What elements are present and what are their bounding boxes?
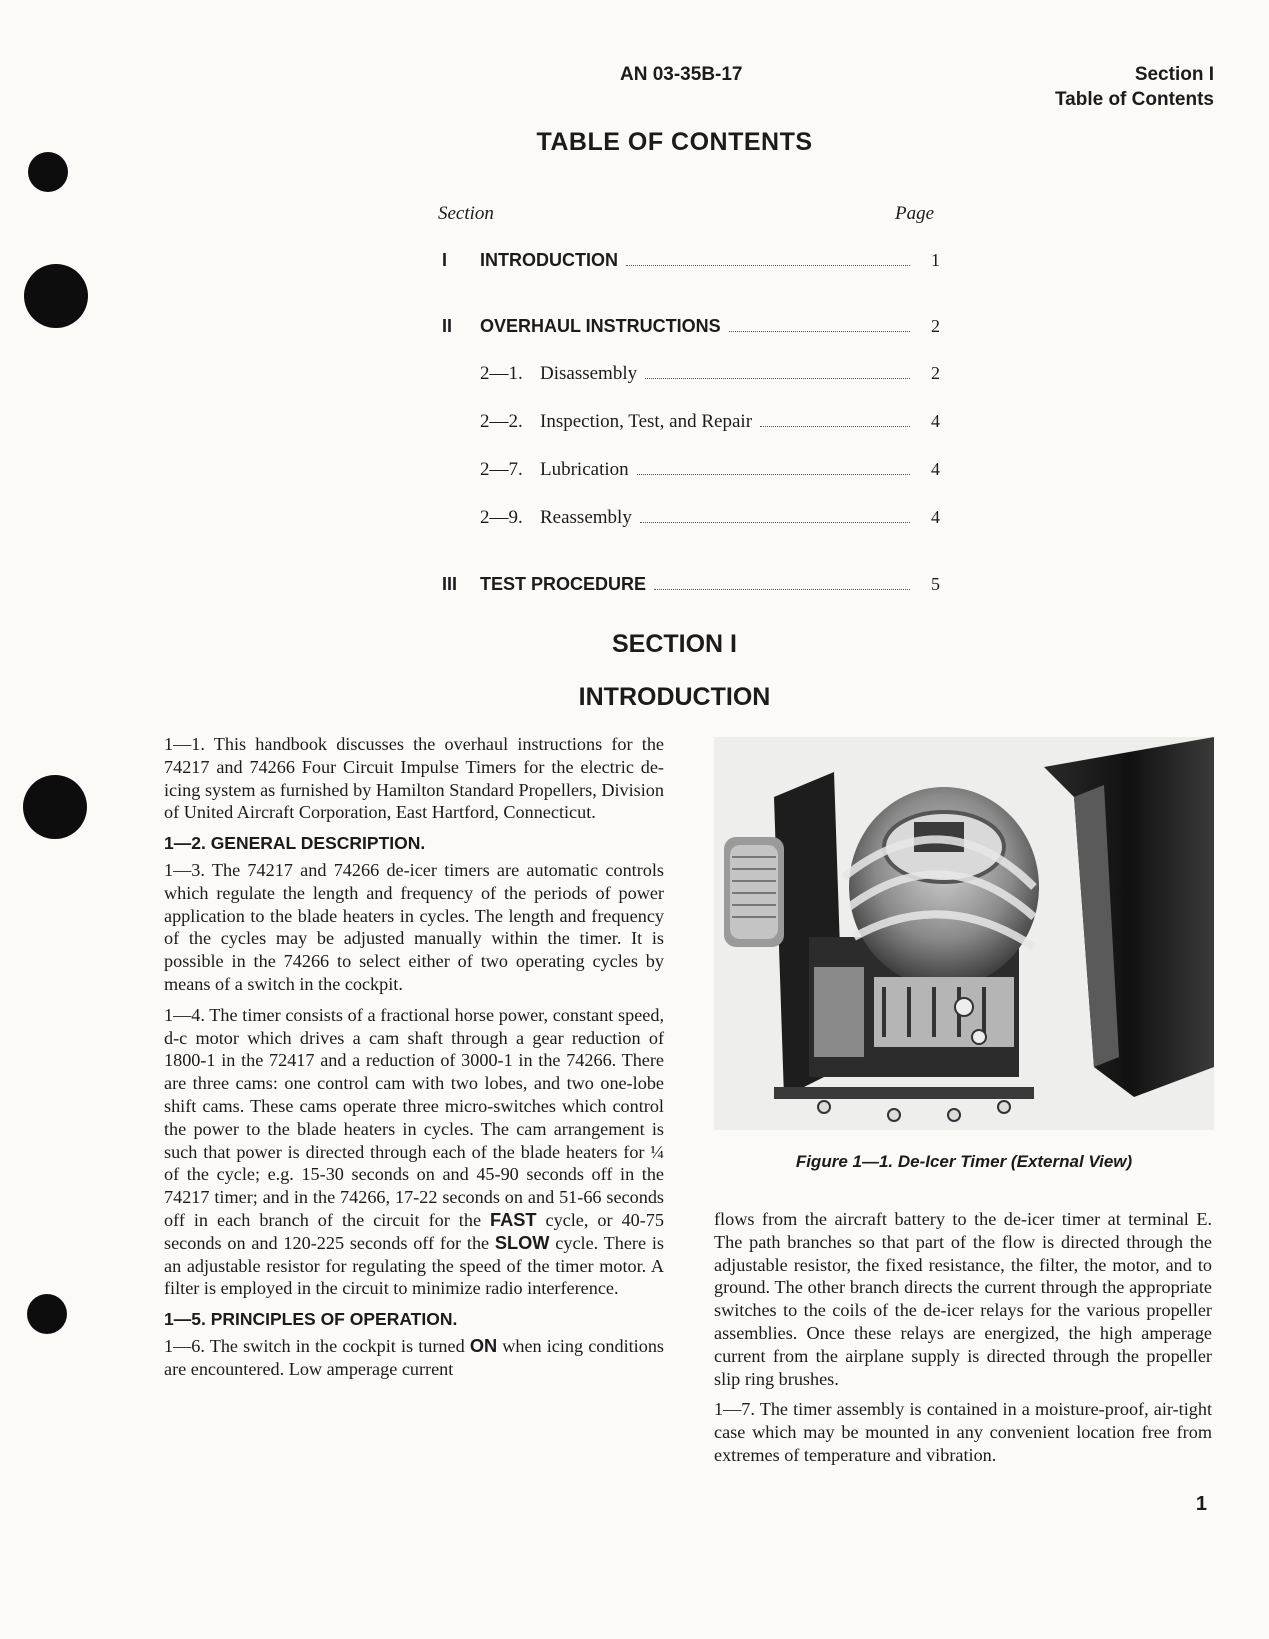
binder-hole-3 [23, 775, 87, 839]
de-icer-timer-illustration [714, 737, 1214, 1130]
toc-entry[interactable] [430, 411, 940, 439]
slow-keyword: SLOW [494, 1232, 550, 1253]
fast-keyword: FAST [490, 1209, 537, 1230]
leader-dots [637, 474, 910, 475]
toc-entry-page: 2 [931, 363, 940, 383]
left-text-column [164, 733, 664, 1381]
toc-entry-number: II [442, 316, 453, 336]
section-title: SECTION I [611, 630, 737, 658]
toc-title: TABLE OF CONTENTS [536, 128, 813, 156]
toc-entry[interactable] [430, 363, 940, 391]
binder-hole-4 [27, 1294, 67, 1334]
toc-entry-number: 2—2. [480, 411, 523, 432]
paragraph-text: cycle. There is an adjustable resistor for regulating the speed of the timer motor. A filter is employed in the circuit to minimize radio interference. [164, 1232, 664, 1299]
paragraph-text: of the cycle; e.g. 15-30 seconds on and 45-90 seconds off in the 74217 timer; and in the 74266, 17-22 seconds on and 51-66 seconds off in each branch of the circuit for the [164, 1164, 664, 1230]
toc-entry-number: 2—9. [480, 507, 523, 528]
leader-dots [654, 589, 910, 590]
running-header-contents: Table of Contents [1054, 89, 1214, 110]
toc-entry-label: Inspection, Test, and Repair [540, 411, 753, 432]
paragraph-1-7: 1—7. The timer assembly is contained in a moisture-proof, air-tight case which may be mounted in any convenient location free from extremes of temperature and vibration. [714, 1399, 1212, 1465]
binder-hole-1 [28, 152, 68, 192]
toc-entry-page: 4 [931, 411, 940, 431]
toc-column-section: Section [438, 203, 494, 224]
right-text-column [714, 1208, 1212, 1467]
toc-entry-label: INTRODUCTION [480, 250, 618, 270]
toc-entry[interactable] [430, 574, 940, 602]
toc-entry-number: III [442, 574, 458, 594]
toc-column-page: Page [895, 203, 935, 224]
toc-entry[interactable] [430, 507, 940, 535]
on-keyword: ON [469, 1335, 498, 1356]
toc-entry-page: 4 [931, 459, 940, 479]
leader-dots [626, 265, 910, 266]
toc-entry-page: 4 [931, 507, 940, 527]
paragraph-1-4 [164, 1004, 664, 1300]
toc-entry[interactable] [430, 250, 940, 278]
paragraph-text: cycle, or 40-75 seconds on and 120-225 seconds off for the [164, 1209, 664, 1253]
toc-entry-label: Lubrication [540, 459, 629, 480]
toc-entry-label: OVERHAUL INSTRUCTIONS [480, 316, 721, 336]
paragraph-text: 1—4. The timer consists of a fractional horse power, constant speed, d-c motor which drives a cam shaft through a gear reduction of 1800-1 in the 72417 and a reduction of 3000-1 in the 74266. There are three cams: one control cam with two lobes, and two one-lobe shift cams. These cams operate three micro-switches which control the power to the blade heaters in cycles. The cam arrangement is such that power is directed through each of the blade heaters for [164, 1004, 664, 1162]
leader-dots [640, 522, 910, 523]
figure-de-icer-timer-photo [714, 737, 1214, 1130]
toc-entry-number: 2—1. [480, 363, 523, 384]
paragraph-1-3: 1—3. The 74217 and 74266 de-icer timers are automatic controls which regulate the length and frequency of the periods of power application to the blade heaters in cycles. The length and frequency of the cycles may be adjusted manually within the timer. It is possible in the 74266 to select either of two operating cycles by means of a switch in the cockpit. [164, 859, 664, 994]
fraction-quarter: ¼ [650, 1141, 664, 1162]
paragraph-1-6-start [164, 1335, 664, 1381]
heading-principles-of-operation: 1—5. PRINCIPLES OF OPERATION. [164, 1309, 458, 1330]
toc-entry-number: I [442, 250, 448, 270]
toc-entry[interactable] [430, 316, 940, 344]
paragraph-1-6-continued: flows from the aircraft battery to the de-icer timer at terminal E. The path branches so that part of the flow is directed through the adjustable resistor, the fixed resistance, the filter, the motor, and to ground. The other branch directs the current through the appropriate switches to the coils of the de-icer relays for the various propeller assemblies. Once these relays are energized, the high amperage current from the airplane supply is directed through the propeller slip ring brushes. [714, 1209, 1212, 1389]
binder-hole-2 [24, 264, 88, 328]
paragraph-text: 1—6. The switch in the cockpit is turned [164, 1335, 465, 1356]
toc-entry-label: Reassembly [540, 507, 632, 528]
toc-entry-label: Disassembly [540, 363, 638, 384]
toc-entry[interactable] [430, 459, 940, 487]
toc-entry-number: 2—7. [480, 459, 523, 480]
toc-entry-page: 2 [931, 316, 940, 336]
leader-dots [645, 378, 910, 379]
page-number: 1 [1195, 1493, 1207, 1515]
document-code: AN 03-35B-17 [620, 64, 743, 85]
section-subtitle: INTRODUCTION [578, 683, 771, 711]
leader-dots [760, 426, 910, 427]
running-header-section: Section I [1134, 64, 1214, 85]
toc-entry-label: TEST PROCEDURE [480, 574, 647, 594]
paragraph-1-1: 1—1. This handbook discusses the overhaul instructions for the 74217 and 74266 Four Circuit Impulse Timers for the electric de-icing system as furnished by Hamilton Standard Propellers, Division of United Aircraft Corporation, East Hartford, Connecticut. [164, 734, 664, 823]
toc-entry-page: 5 [931, 574, 940, 594]
leader-dots [729, 331, 910, 332]
figure-caption: Figure 1—1. De-Icer Timer (External View) [795, 1152, 1133, 1171]
toc-entry-page: 1 [931, 250, 940, 270]
heading-general-description: 1—2. GENERAL DESCRIPTION. [164, 833, 426, 854]
paragraph-text: when icing conditions are encountered. Low amperage current [164, 1335, 664, 1379]
